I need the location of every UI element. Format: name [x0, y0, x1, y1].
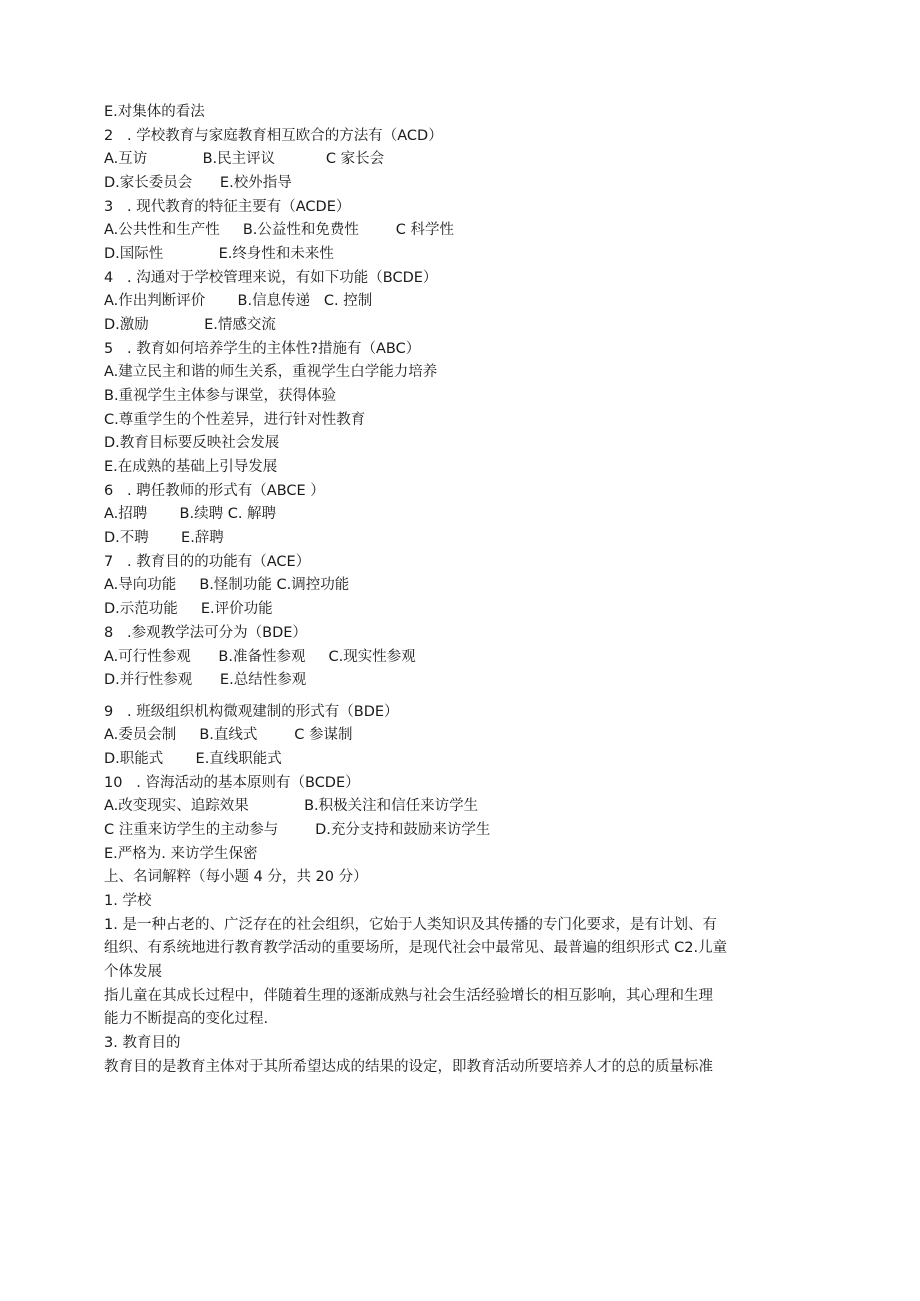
options-line: D.教育目标要反映社会发展: [104, 435, 280, 451]
options-line: A.互访 B.民主评议 C 家长会: [104, 151, 385, 167]
options-line: A.改变现实、追踪效果 B.积极关注和信任来访学生: [104, 798, 479, 814]
term-heading: 3. 教育目的: [104, 1035, 181, 1051]
options-line: C.尊重学生的个性差异，进行针对性教育: [104, 412, 366, 428]
options-line: E.严格为. 来访学生保密: [104, 846, 258, 862]
question-10: 10 . 咨海活动的基本原则有（BCDE）: [104, 775, 360, 791]
options-line: A.导向功能 B.怪制功能 C.调控功能: [104, 577, 350, 593]
options-line: A.委员会制 B.直线式 C 参谋制: [104, 727, 353, 743]
text-line: E.对集体的看法: [104, 104, 205, 120]
question-4: 4 . 沟通对于学校管理来说，有如下功能（BCDE）: [104, 270, 438, 286]
options-line: C 注重来访学生的主动参与 D.充分支持和鼓励来访学生: [104, 822, 491, 838]
term-heading: 1. 学校: [104, 893, 152, 909]
question-6: 6 . 聘任教师的形式有（ABCE ）: [104, 483, 325, 499]
options-line: A.公共性和生产性 B.公益性和免费性 C 科学性: [104, 222, 454, 238]
paragraph-line: 能力不断提高的变化过程.: [104, 1011, 269, 1027]
paragraph-line: 个体发展: [104, 964, 162, 980]
options-line: D.激励 E.情感交流: [104, 317, 276, 333]
options-line: A.建立民主和谐的师生关系，重视学生白学能力培养: [104, 364, 438, 380]
options-line: A.可行性参观 B.准备性参观 C.现实性参观: [104, 649, 416, 665]
options-line: A.招聘 B.续聘 C. 解聘: [104, 506, 277, 522]
paragraph-line: 组织、有系统地进行教育教学活动的重要场所，是现代社会中最常见、最普遍的组织形式 C2.儿童: [104, 940, 728, 956]
options-line: D.并行性参观 E.总结性参观: [104, 672, 307, 688]
options-line: A.作出判断评价 B.信息传递 C. 控制: [104, 293, 373, 309]
question-7: 7 . 教育目的的功能有（ACE）: [104, 554, 311, 570]
options-line: E.在成熟的基础上引导发展: [104, 459, 278, 475]
paragraph-line: 1. 是一种占老的、广泛存在的社会组织，它始于人类知识及其传播的专门化要求，是有计划、有: [104, 917, 717, 933]
options-line: D.不聘 E.辞聘: [104, 530, 224, 546]
paragraph-line: 教育目的是教育主体对于其所希望达成的结果的设定，即教育活动所要培养人才的总的质量标准: [104, 1059, 713, 1075]
options-line: D.示范功能 E.评价功能: [104, 601, 273, 617]
section-heading: 上、名词解粹（每小题 4 分，共 20 分）: [104, 869, 368, 885]
question-9: 9 . 班级组织机构微观建制的形式有（BDE）: [104, 704, 399, 720]
paragraph-line: 指儿童在其成长过程中，伴随着生理的逐渐成熟与社会生活经验增长的相互影响，其心理和生理: [104, 988, 713, 1004]
question-8: 8 .参观教学法可分为（BDE）: [104, 625, 307, 641]
question-3: 3 . 现代教育的特征主要有（ACDE）: [104, 199, 351, 215]
options-line: B.重视学生主体参与课堂，获得体验: [104, 388, 337, 404]
options-line: D.国际性 E.终身性和未来性: [104, 246, 334, 262]
options-line: D.家长委员会 E.校外指导: [104, 175, 292, 191]
options-line: D.职能式 E.直线职能式: [104, 751, 282, 767]
question-5: 5 . 教育如何培养学生的主体性?措施有（ABC）: [104, 341, 421, 357]
question-2: 2 . 学校教育与家庭教育相互欧合的方法有（ACD）: [104, 128, 443, 144]
